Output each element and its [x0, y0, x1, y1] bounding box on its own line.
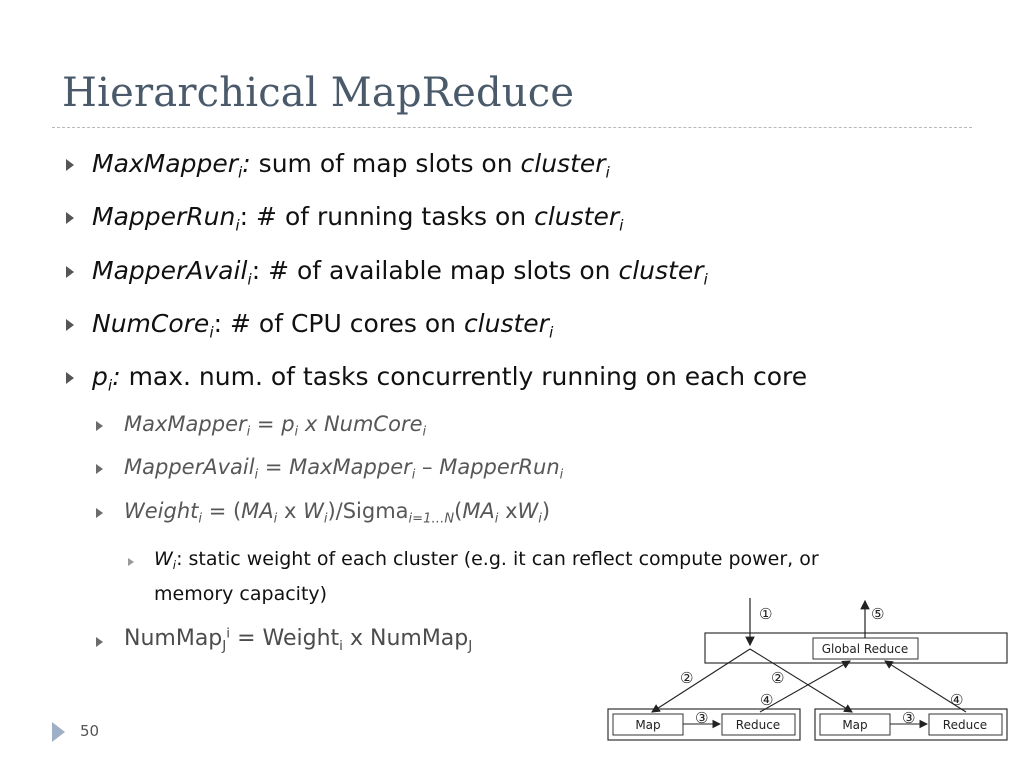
bullet-arrow-icon	[96, 508, 103, 518]
subscript: i	[411, 467, 416, 483]
term: p	[281, 412, 295, 436]
bullet-text: : static weight of each cluster (e.g. it can reflect compute power, or	[176, 548, 819, 570]
subscript: i	[538, 511, 542, 527]
global-reduce-label: Global Reduce	[821, 642, 909, 656]
operator: )/Sigma	[327, 499, 409, 523]
bullet-arrow-icon	[66, 159, 74, 171]
subscript: i	[422, 424, 427, 440]
term: NumMap	[124, 626, 223, 651]
term: MapperRun	[92, 202, 236, 231]
note-weight-definition-cont: memory capacity)	[154, 583, 328, 605]
bullet-arrow-icon	[96, 637, 103, 647]
colon: :	[213, 309, 223, 338]
formula-weight	[124, 499, 551, 527]
formula-maxmapper	[124, 412, 427, 440]
bullet-mapperrun	[92, 202, 624, 235]
operator: = (	[202, 499, 242, 523]
subscript: i	[559, 467, 564, 483]
term: W	[154, 548, 173, 570]
superscript: i	[226, 625, 231, 642]
step-5-label: ⑤	[871, 605, 885, 623]
step-2-label-right: ②	[771, 669, 785, 687]
term: cluster	[618, 256, 704, 285]
colon: :	[112, 362, 121, 391]
map-label-right: Map	[842, 718, 868, 732]
operator: (	[454, 499, 463, 523]
bullet-arrow-icon	[66, 372, 74, 384]
operator: =	[258, 455, 290, 479]
operator: x	[298, 412, 324, 436]
bullet-text: # of running tasks on	[248, 202, 535, 231]
operator: x	[277, 499, 304, 523]
bullet-text: # of CPU cores on	[222, 309, 464, 338]
bullet-text: sum of map slots on	[250, 149, 521, 178]
bullet-text: max. num. of tasks concurrently running on each core	[120, 362, 808, 391]
term: MapperAvail	[92, 256, 248, 285]
term: NumCore	[323, 412, 423, 436]
step-1-label: ①	[759, 605, 773, 623]
subscript: i	[548, 323, 554, 342]
term: MA	[462, 499, 495, 523]
subscript: i	[107, 376, 113, 395]
term: W	[517, 499, 539, 523]
term: MaxMapper	[289, 455, 412, 479]
subscript: i	[235, 216, 240, 235]
term: cluster	[534, 202, 620, 231]
page-title: Hierarchical MapReduce	[62, 70, 575, 116]
note-weight-definition	[154, 549, 819, 571]
colon: :	[239, 202, 249, 231]
subscript: i	[494, 511, 499, 527]
slide-number: 50	[80, 722, 100, 740]
operator: x	[498, 499, 518, 523]
term: Weight	[262, 626, 340, 651]
bullet-arrow-icon	[128, 558, 134, 566]
bullet-arrow-icon	[66, 212, 74, 224]
subscript: i	[246, 424, 251, 440]
operator: –	[415, 455, 440, 479]
subscript: i	[247, 270, 252, 289]
map-label-left: Map	[635, 718, 661, 732]
bullet-numcore	[92, 309, 554, 342]
subscript: i	[339, 637, 343, 654]
formula-mapperavail	[124, 455, 564, 483]
term: MaxMapper	[124, 412, 247, 436]
subscript: J	[468, 637, 473, 654]
subscript: i	[294, 424, 299, 440]
term: p	[92, 362, 108, 391]
term: MA	[241, 499, 274, 523]
subscript: i	[237, 163, 243, 182]
term: MapperAvail	[124, 455, 255, 479]
operator: =	[230, 626, 263, 651]
subscript: i	[172, 558, 177, 573]
bullet-arrow-icon	[66, 319, 74, 331]
bullet-arrow-icon	[96, 464, 103, 474]
step-3-label-left: ③	[695, 709, 709, 727]
subscript: i	[605, 163, 610, 182]
step-3-label-right: ③	[902, 709, 916, 727]
bullet-mapperavail	[92, 256, 708, 289]
term: cluster	[520, 149, 606, 178]
operator: )	[541, 499, 551, 523]
term: MapperRun	[439, 455, 560, 479]
dispatch-arrow-left	[652, 649, 750, 712]
subscript: i	[619, 216, 624, 235]
colon: :	[251, 256, 261, 285]
operator: =	[250, 412, 282, 436]
subscript: i	[273, 511, 278, 527]
term: W	[303, 499, 324, 523]
bullet-arrow-icon	[66, 266, 74, 278]
reduce-label-left: Reduce	[735, 718, 781, 732]
subscript: i	[703, 270, 708, 289]
footer-triangle-icon	[52, 722, 65, 742]
formula-nummap	[124, 625, 473, 654]
bullet-text: # of available map slots on	[260, 256, 619, 285]
term: NumCore	[92, 309, 210, 338]
subscript: i	[209, 323, 214, 342]
reduce-label-right: Reduce	[942, 718, 988, 732]
step-4-label-right: ④	[950, 691, 964, 709]
subscript: i	[323, 511, 328, 527]
bullet-arrow-icon	[96, 421, 103, 431]
hierarchical-mapreduce-diagram	[600, 595, 1010, 745]
subscript: i=1…N	[408, 511, 455, 527]
operator: x	[342, 626, 370, 651]
step-2-label-left: ②	[680, 669, 694, 687]
colon: :	[242, 149, 251, 178]
term: MaxMapper	[92, 149, 238, 178]
bullet-p	[92, 362, 808, 395]
step-4-label-left: ④	[760, 691, 774, 709]
bullet-maxmapper	[92, 149, 610, 182]
term: NumMap	[369, 626, 469, 651]
subscript: i	[198, 511, 203, 527]
subscript: J	[222, 637, 227, 654]
subscript: i	[254, 467, 259, 483]
term: cluster	[463, 309, 549, 338]
term: Weight	[124, 499, 199, 523]
